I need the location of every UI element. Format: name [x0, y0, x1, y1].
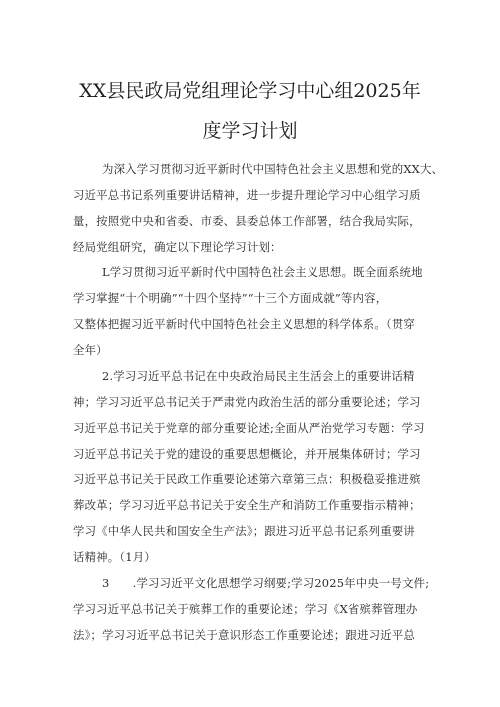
- item-1-line: 学习掌握“十个明确”“十四个坚持”“十三个方面成就”等内容，: [73, 291, 388, 305]
- item-2-line: 学习《中华人民共和国安全生产法》；跟进习近平总书记系列重要讲: [73, 524, 416, 538]
- item-2-line: 习近平总书记关于党章的部分重要论述;全面从严治党学习专题：学习: [73, 421, 425, 435]
- item-2-line: 话精神。（1月）: [73, 550, 156, 564]
- intro-line: 量，按照党中央和省委、市委、县委总体工作部署，结合我局实际，: [73, 214, 421, 228]
- item-3-line: 法》；学习习近平总书记关于意识形态工作重要论述；跟进习近平总: [73, 628, 416, 642]
- item-2-line: 葬改革；学习习近平总书记关于安全生产和消防工作重要指示精神；: [73, 498, 421, 512]
- item-2-line: 习近平总书记关于党的建设的重要思想概论，并开展集体研讨；学习: [73, 447, 421, 461]
- item-1-line: 又整体把握习近平新时代中国特色社会主义思想的科学体系。（贯穿: [73, 317, 416, 331]
- document-title-line-1: XX县民政局党组理论学习中心组2025年: [79, 80, 421, 102]
- intro-line: 为深入学习贯彻习近平新时代中国特色社会主义思想和党的XX大、: [102, 162, 444, 176]
- item-1-line: L学习贯彻习近平新时代中国特色社会主义思想。既全面系统地: [102, 265, 423, 279]
- item-3-line: 3 .学习习近平文化思想学习纲要;学习2025年中央一号文件;: [102, 576, 430, 590]
- document-title-line-2: 度学习计划: [202, 120, 298, 142]
- item-1-line: 全年）: [73, 343, 108, 357]
- item-2-line: 神；学习习近平总书记关于严肃党内政治生活的部分重要论述；学习: [73, 395, 421, 409]
- intro-line: 经局党组研究，确定以下理论学习计划：: [73, 240, 282, 254]
- item-2-line: 2.学习习近平总书记在中央政治局民主生活会上的重要讲话精: [102, 369, 415, 383]
- item-2-line: 习近平总书记关于民政工作重要论述第六章第三点：积极稳妥推进殡: [73, 472, 421, 486]
- intro-line: 习近平总书记系列重要讲话精神，进一步提升理论学习中心组学习质: [73, 188, 421, 202]
- item-3-line: 学习习近平总书记关于殡葬工作的重要论述；学习《X省殡葬管理办: [73, 602, 418, 616]
